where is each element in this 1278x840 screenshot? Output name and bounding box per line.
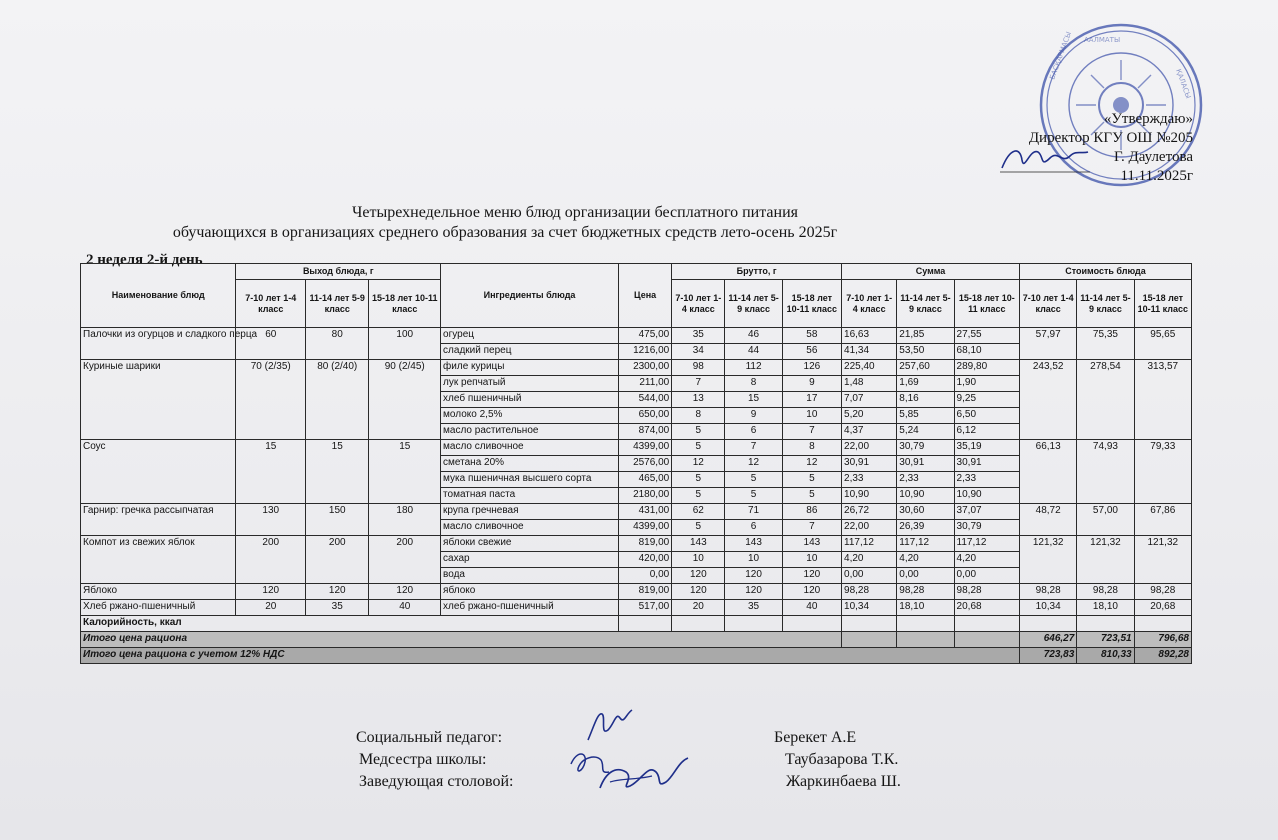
day-label: 2 неделя 2-й день [86,252,203,268]
brutto-age1: 5 [672,472,725,488]
brutto-age2: 143 [725,536,782,552]
dish-name: Гарнир: гречка рассыпчатая [81,504,236,536]
yield-age3: 90 (2/45) [369,360,441,440]
yield-age1: 120 [236,584,306,600]
sum-age2: 4,20 [897,552,954,568]
approval-name: Г. Даулетова [1114,149,1193,165]
ingredient-name: вода [441,568,619,584]
sum-age3: 35,19 [954,440,1019,456]
ingredient-name: хлеб пшеничный [441,392,619,408]
sum-age3: 117,12 [954,536,1019,552]
brutto-age1: 34 [672,344,725,360]
brutto-age1: 5 [672,424,725,440]
sum-age3: 289,80 [954,360,1019,376]
sum-age2: 30,91 [897,456,954,472]
signature-role-nurse: Медсестра школы: [359,751,487,768]
ingredient-name: мука пшеничная высшего сорта [441,472,619,488]
ingredient-name: масло сливочное [441,520,619,536]
sum-age2: 2,33 [897,472,954,488]
brutto-age2: 6 [725,520,782,536]
signature-name-social: Берекет А.Е [774,729,857,746]
ingredient-price: 819,00 [619,584,672,600]
brutto-age2: 71 [725,504,782,520]
brutto-age2: 120 [725,568,782,584]
sum-age2: 8,16 [897,392,954,408]
sum-age2: 10,90 [897,488,954,504]
header-sum: Сумма [842,264,1020,280]
sum-age1: 4,20 [842,552,897,568]
sum-age2: 30,60 [897,504,954,520]
director-signature [1000,138,1090,178]
table-row [81,440,1192,456]
sum-age1: 10,90 [842,488,897,504]
sum-age3: 30,91 [954,456,1019,472]
sum-age1: 7,07 [842,392,897,408]
yield-age1: 15 [236,440,306,504]
brutto-age2: 9 [725,408,782,424]
brutto-age3: 126 [782,360,841,376]
brutto-age1: 10 [672,552,725,568]
sum-age1: 2,33 [842,472,897,488]
sum-age3: 2,33 [954,472,1019,488]
yield-age1: 200 [236,536,306,584]
svg-text:ҚАЛАСЫ: ҚАЛАСЫ [1174,67,1193,100]
sum-age2: 1,69 [897,376,954,392]
brutto-age3: 5 [782,472,841,488]
brutto-age2: 7 [725,440,782,456]
sum-age1: 117,12 [842,536,897,552]
sum-age2: 53,50 [897,344,954,360]
brutto-age1: 8 [672,408,725,424]
yield-age3: 180 [369,504,441,536]
dish-cost-age3: 98,28 [1134,584,1191,600]
sum-age1: 41,34 [842,344,897,360]
ingredient-name: молоко 2,5% [441,408,619,424]
dish-cost-age2: 98,28 [1077,584,1134,600]
dish-name: Соус [81,440,236,504]
brutto-age2: 10 [725,552,782,568]
brutto-age2: 35 [725,600,782,616]
ingredient-price: 874,00 [619,424,672,440]
total-vat-cost-age3: 892,28 [1134,648,1191,664]
brutto-age1: 12 [672,456,725,472]
ingredient-price: 544,00 [619,392,672,408]
header-yield-age1: 7-10 лет 1-4 класс [236,280,306,328]
dish-cost-age3: 121,32 [1134,536,1191,584]
yield-age2: 80 (2/40) [306,360,369,440]
dish-cost-age1: 243,52 [1020,360,1077,440]
sum-age2: 257,60 [897,360,954,376]
ingredient-name: огурец [441,328,619,344]
table-row [81,600,1192,616]
sum-age1: 4,37 [842,424,897,440]
yield-age2: 200 [306,536,369,584]
sum-age3: 37,07 [954,504,1019,520]
ingredient-name: сладкий перец [441,344,619,360]
brutto-age2: 44 [725,344,782,360]
brutto-age3: 7 [782,520,841,536]
dish-cost-age3: 95,65 [1134,328,1191,360]
sum-age3: 1,90 [954,376,1019,392]
dish-cost-age3: 20,68 [1134,600,1191,616]
header-sum-age1: 7-10 лет 1-4 класс [842,280,897,328]
dish-cost-age3: 313,57 [1134,360,1191,440]
table-row [81,536,1192,552]
ingredient-price: 4399,00 [619,440,672,456]
brutto-age1: 120 [672,584,725,600]
ingredient-price: 650,00 [619,408,672,424]
sum-age3: 10,90 [954,488,1019,504]
signature-name-nurse: Таубазарова Т.К. [785,751,899,768]
ingredient-name: томатная паста [441,488,619,504]
header-brutto-age2: 11-14 лет 5-9 класс [725,280,782,328]
table-row [81,504,1192,520]
ingredient-price: 431,00 [619,504,672,520]
sum-age1: 1,48 [842,376,897,392]
dish-name: Яблоко [81,584,236,600]
sum-age2: 26,39 [897,520,954,536]
sum-age1: 0,00 [842,568,897,584]
brutto-age2: 46 [725,328,782,344]
ingredient-name: лук репчатый [441,376,619,392]
ingredient-name: яблоко [441,584,619,600]
yield-age1: 60 [236,328,306,360]
dish-cost-age2: 18,10 [1077,600,1134,616]
brutto-age1: 5 [672,440,725,456]
brutto-age1: 35 [672,328,725,344]
table-row [81,584,1192,600]
header-cost: Стоимость блюда [1020,264,1192,280]
brutto-age2: 12 [725,456,782,472]
menu-table [80,263,1192,664]
dish-name: Компот из свежих яблок [81,536,236,584]
ingredient-name: сметана 20% [441,456,619,472]
sum-age2: 5,85 [897,408,954,424]
yield-age2: 80 [306,328,369,360]
dish-cost-age2: 74,93 [1077,440,1134,504]
header-ingredients: Ингредиенты блюда [441,264,619,328]
ingredient-price: 420,00 [619,552,672,568]
ingredient-name: филе курицы [441,360,619,376]
sum-age1: 16,63 [842,328,897,344]
signature-role-canteen: Заведующая столовой: [359,773,514,790]
ingredient-price: 211,00 [619,376,672,392]
ingredient-name: яблоки свежие [441,536,619,552]
yield-age2: 35 [306,600,369,616]
sum-age3: 30,79 [954,520,1019,536]
dish-cost-age2: 121,32 [1077,536,1134,584]
document-title-line1: Четырехнедельное меню блюд организации бесплатного питания [352,204,798,221]
ingredient-price: 2576,00 [619,456,672,472]
sum-age3: 9,25 [954,392,1019,408]
brutto-age3: 120 [782,584,841,600]
menu-table-body [81,328,1192,616]
brutto-age2: 112 [725,360,782,376]
header-sum-age3: 15-18 лет 10-11 класс [954,280,1019,328]
sum-age2: 21,85 [897,328,954,344]
signature-role-social: Социальный педагог: [356,729,503,746]
ingredient-price: 2300,00 [619,360,672,376]
sum-age2: 5,24 [897,424,954,440]
brutto-age1: 20 [672,600,725,616]
approval-title: «Утверждаю» [1103,111,1193,127]
brutto-age3: 56 [782,344,841,360]
approval-date: 11.11.2025г [1120,168,1193,184]
header-cost-age2: 11-14 лет 5-9 класс [1077,280,1134,328]
brutto-age2: 5 [725,472,782,488]
ingredient-price: 0,00 [619,568,672,584]
header-sum-age2: 11-14 лет 5-9 класс [897,280,954,328]
header-brutto-age3: 15-18 лет 10-11 класс [782,280,841,328]
yield-age3: 15 [369,440,441,504]
header-cost-age3: 15-18 лет 10-11 класс [1134,280,1191,328]
signature-name-canteen: Жаркинбаева Ш. [786,773,901,790]
sum-age3: 27,55 [954,328,1019,344]
dish-name: Хлеб ржано-пшеничный [81,600,236,616]
brutto-age1: 120 [672,568,725,584]
yield-age1: 20 [236,600,306,616]
dish-cost-age1: 48,72 [1020,504,1077,536]
sum-age3: 0,00 [954,568,1019,584]
yield-age3: 200 [369,536,441,584]
brutto-age2: 8 [725,376,782,392]
brutto-age3: 58 [782,328,841,344]
svg-text:ААЛМАТЫ: ААЛМАТЫ [1084,36,1121,44]
ingredient-price: 1216,00 [619,344,672,360]
brutto-age3: 9 [782,376,841,392]
sum-age1: 30,91 [842,456,897,472]
sum-age3: 6,50 [954,408,1019,424]
ingredient-name: крупа гречневая [441,504,619,520]
brutto-age3: 143 [782,536,841,552]
svg-text:БАСҚАРМАСЫ: БАСҚАРМАСЫ [1048,30,1074,81]
total-cost-age3: 796,68 [1134,632,1191,648]
yield-age3: 40 [369,600,441,616]
yield-age1: 130 [236,504,306,536]
dish-cost-age3: 79,33 [1134,440,1191,504]
dish-name: Палочки из огурцов и сладкого перца [81,328,236,360]
header-brutto-age1: 7-10 лет 1-4 класс [672,280,725,328]
brutto-age2: 5 [725,488,782,504]
header-dish: Наименование блюд [81,264,236,328]
brutto-age3: 7 [782,424,841,440]
dish-cost-age2: 278,54 [1077,360,1134,440]
total-cost-age1: 646,27 [1020,632,1077,648]
sum-age1: 26,72 [842,504,897,520]
dish-cost-age2: 75,35 [1077,328,1134,360]
ingredient-name: хлеб ржано-пшеничный [441,600,619,616]
sum-age1: 10,34 [842,600,897,616]
ingredient-price: 4399,00 [619,520,672,536]
dish-cost-age1: 98,28 [1020,584,1077,600]
brutto-age2: 15 [725,392,782,408]
yield-age2: 150 [306,504,369,536]
total-label: Итого цена рациона [81,632,842,648]
brutto-age3: 17 [782,392,841,408]
dish-name: Куриные шарики [81,360,236,440]
yield-age3: 120 [369,584,441,600]
sum-age3: 6,12 [954,424,1019,440]
brutto-age1: 5 [672,520,725,536]
document-title-line2: обучающихся в организациях среднего образования за счет бюджетных средств лето-осень 2025г [172,224,838,241]
brutto-age3: 12 [782,456,841,472]
sum-age3: 98,28 [954,584,1019,600]
yield-age3: 100 [369,328,441,360]
sum-age3: 20,68 [954,600,1019,616]
ingredient-price: 819,00 [619,536,672,552]
sum-age3: 4,20 [954,552,1019,568]
yield-age2: 15 [306,440,369,504]
brutto-age1: 143 [672,536,725,552]
dish-cost-age1: 121,32 [1020,536,1077,584]
sum-age3: 68,10 [954,344,1019,360]
ingredient-price: 465,00 [619,472,672,488]
sum-age1: 98,28 [842,584,897,600]
brutto-age3: 5 [782,488,841,504]
header-cost-age1: 7-10 лет 1-4 класс [1020,280,1077,328]
ingredient-name: масло сливочное [441,440,619,456]
sum-age2: 117,12 [897,536,954,552]
dish-cost-age2: 57,00 [1077,504,1134,536]
brutto-age3: 10 [782,408,841,424]
total-cost-age2: 723,51 [1077,632,1134,648]
brutto-age2: 120 [725,584,782,600]
brutto-age3: 10 [782,552,841,568]
dish-cost-age1: 10,34 [1020,600,1077,616]
ingredient-name: сахар [441,552,619,568]
social-pedagogue-signature [580,706,640,746]
header-yield-age2: 11-14 лет 5-9 класс [306,280,369,328]
dish-cost-age1: 66,13 [1020,440,1077,504]
brutto-age2: 6 [725,424,782,440]
brutto-age1: 7 [672,376,725,392]
total-vat-label: Итого цена рациона с учетом 12% НДС [81,648,1020,664]
header-brutto: Брутто, г [672,264,842,280]
header-yield-age3: 15-18 лет 10-11 класс [369,280,441,328]
sum-age1: 22,00 [842,440,897,456]
header-price: Цена [619,264,672,328]
table-row [81,360,1192,376]
brutto-age3: 8 [782,440,841,456]
dish-cost-age3: 67,86 [1134,504,1191,536]
sum-age1: 225,40 [842,360,897,376]
header-yield: Выход блюда, г [236,264,441,280]
sum-age2: 0,00 [897,568,954,584]
sum-age2: 30,79 [897,440,954,456]
brutto-age1: 98 [672,360,725,376]
brutto-age3: 120 [782,568,841,584]
sum-age2: 18,10 [897,600,954,616]
approval-position: Директор КГУ ОШ №205 [1028,130,1193,146]
ingredient-price: 2180,00 [619,488,672,504]
sum-age1: 5,20 [842,408,897,424]
total-vat-cost-age2: 810,33 [1077,648,1134,664]
table-row [81,328,1192,344]
calories-label: Калорийность, ккал [81,616,619,632]
brutto-age3: 86 [782,504,841,520]
ingredient-name: масло растительное [441,424,619,440]
sum-age2: 98,28 [897,584,954,600]
ingredient-price: 475,00 [619,328,672,344]
brutto-age1: 13 [672,392,725,408]
brutto-age3: 40 [782,600,841,616]
brutto-age1: 5 [672,488,725,504]
ingredient-price: 517,00 [619,600,672,616]
brutto-age1: 62 [672,504,725,520]
dish-cost-age1: 57,97 [1020,328,1077,360]
sum-age1: 22,00 [842,520,897,536]
canteen-head-signature [596,752,692,798]
yield-age2: 120 [306,584,369,600]
total-vat-cost-age1: 723,83 [1020,648,1077,664]
yield-age1: 70 (2/35) [236,360,306,440]
